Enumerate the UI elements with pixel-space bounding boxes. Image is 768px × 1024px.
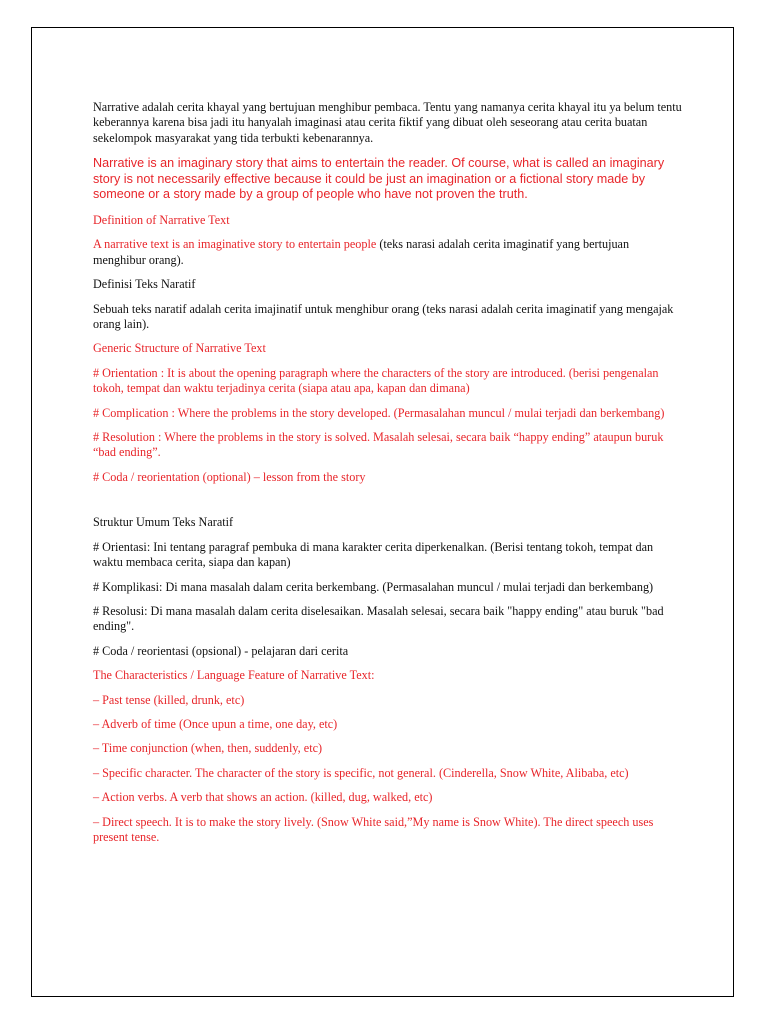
definisi-paragraph: Sebuah teks naratif adalah cerita imajinatif untuk menghibur orang (teks narasi adalah cerita imaginatif yang mengajak orang lain).	[93, 301, 674, 332]
generic-item-coda: # Coda / reorientation (optional) – lesson from the story	[93, 469, 366, 484]
definition-heading: Definition of Narrative Text	[93, 213, 230, 227]
struktur-item-orientasi: # Orientasi: Ini tentang paragraf pembuka di mana karakter cerita diperkenalkan. (Berisi tentang tokoh, tempat dan waktu membaca cerita, siapa dan kapan)	[93, 539, 654, 570]
struktur-item-coda: # Coda / reorientasi (opsional) - pelajaran dari cerita	[93, 643, 349, 658]
definition-paragraph	[93, 237, 683, 268]
struktur-item-komplikasi: # Komplikasi: Di mana masalah dalam cerita berkembang. (Permasalahan muncul / mulai terjadi dan berkembang)	[93, 579, 654, 594]
characteristic-time-conjunction: – Time conjunction (when, then, suddenly, etc)	[93, 741, 323, 756]
generic-structure-heading: Generic Structure of Narrative Text	[93, 341, 266, 356]
struktur-item-resolusi: # Resolusi: Di mana masalah dalam cerita diselesaikan. Masalah selesai, secara baik "happy ending" atau buruk "bad ending".	[93, 603, 664, 634]
characteristic-direct-speech: – Direct speech. It is to make the story lively. (Snow White said,”My name is Snow White). The direct speech uses present tense.	[93, 814, 654, 844]
generic-item-resolution: # Resolution : Where the problems in the story is solved. Masalah selesai, secara baik “happy ending” ataupun buruk “bad ending”.	[93, 430, 664, 460]
document-content	[93, 100, 683, 854]
characteristics-heading: The Characteristics / Language Feature of Narrative Text:	[93, 668, 375, 683]
intro-english: Narrative is an imaginary story that aims to entertain the reader. Of course, what is called an imaginary story is not necessarily effective because it could be just an imagination or a fictional story made by someone or a story made by a group of people who have not proven the truth.	[93, 156, 665, 202]
generic-item-complication: # Complication : Where the problems in the story developed. (Permasalahan muncul / mulai terjadi dan berkembang)	[93, 405, 665, 420]
definition-black-text: (teks narasi adalah cerita imaginatif yang bertujuan menghibur orang).	[93, 237, 630, 267]
characteristic-specific-character: – Specific character. The character of the story is specific, not general. (Cinderella, Snow White, Alibaba, etc)	[93, 765, 629, 780]
generic-item-orientation: # Orientation : It is about the opening paragraph where the characters of the story are introduced. (berisi pengenalan tokoh, tempat dan waktu terjadinya cerita (siapa atau apa, kapan dan dimana)	[93, 365, 659, 396]
document-page	[31, 27, 734, 997]
intro-indonesian: Narrative adalah cerita khayal yang bertujuan menghibur pembaca. Tentu yang namanya cerita khayal itu ya belum tentu keberannya karena bisa jadi itu hanyalah imaginasi atau cerita fiktif yang dibuat oleh seseorang atau cerita buatan sekelompok masyarakat yang tida terbukti kebenarannya.	[93, 100, 682, 145]
characteristic-past-tense: – Past tense (killed, drunk, etc)	[93, 692, 245, 707]
characteristic-adverb-of-time: – Adverb of time (Once upun a time, one day, etc)	[93, 716, 338, 731]
struktur-heading: Struktur Umum Teks Naratif	[93, 515, 234, 530]
definisi-heading: Definisi Teks Naratif	[93, 277, 196, 292]
definition-red-text: A narrative text is an imaginative story to entertain people	[93, 237, 377, 252]
characteristic-action-verbs: – Action verbs. A verb that shows an action. (killed, dug, walked, etc)	[93, 790, 433, 805]
